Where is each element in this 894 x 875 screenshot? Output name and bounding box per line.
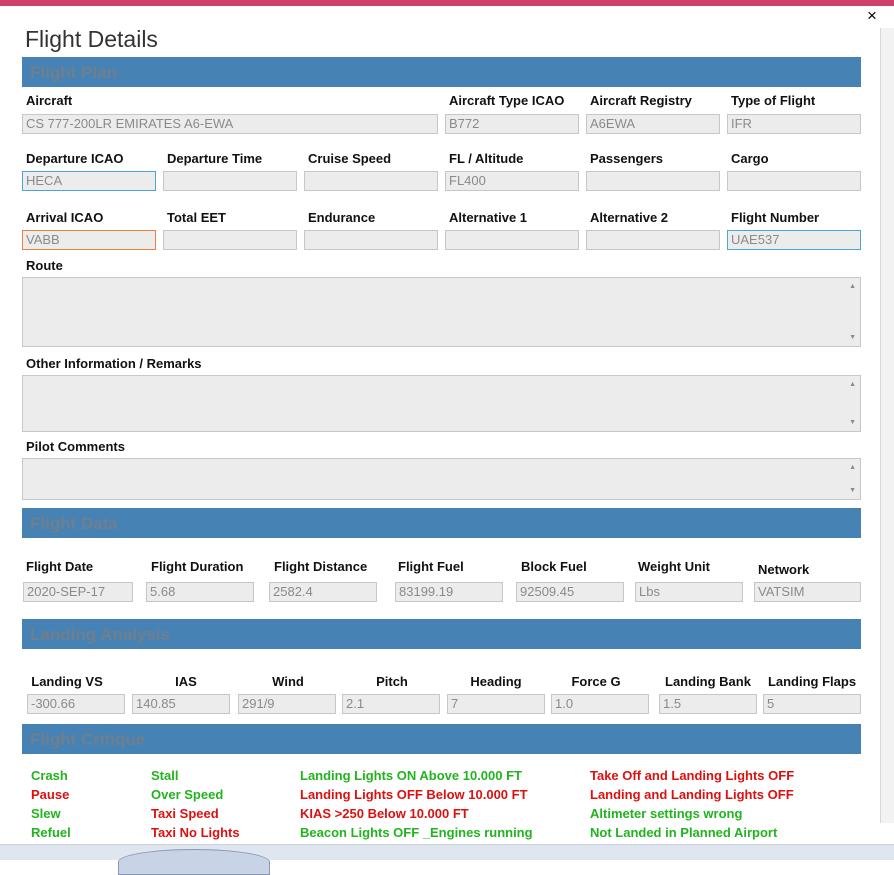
alternative-1-label: Alternative 1	[449, 210, 528, 225]
network-label: Network	[758, 562, 810, 577]
remarks-scrollbar[interactable]	[844, 376, 860, 431]
alternative-2-label: Alternative 2	[590, 210, 669, 225]
force-g-input[interactable]: 1.0	[551, 694, 649, 714]
scroll-down-icon[interactable]: ▼	[849, 334, 856, 341]
scroll-up-icon[interactable]: ▲	[849, 381, 856, 388]
heading-label: Heading	[470, 674, 522, 689]
departure-time-input[interactable]	[163, 171, 297, 191]
flight-distance-input[interactable]: 2582.4	[269, 582, 377, 602]
block-fuel-label: Block Fuel	[521, 559, 587, 574]
wind-input[interactable]: 291/9	[238, 694, 336, 714]
flight-date-label: Flight Date	[26, 559, 94, 574]
critique-over-speed: Over Speed	[151, 787, 224, 802]
cargo-label: Cargo	[731, 151, 769, 166]
arrival-icao-input[interactable]: VABB	[22, 230, 156, 250]
flight-date-input[interactable]: 2020-SEP-17	[23, 582, 133, 602]
aircraft-registry-input[interactable]: A6EWA	[586, 114, 720, 134]
section-header-landing-analysis: Landing Analysis	[22, 619, 861, 649]
flight-duration-label: Flight Duration	[151, 559, 244, 574]
aircraft-registry-label: Aircraft Registry	[590, 93, 692, 108]
heading-input[interactable]: 7	[447, 694, 545, 714]
departure-icao-label: Departure ICAO	[26, 151, 124, 166]
total-eet-input[interactable]	[163, 230, 297, 250]
taskbar-strip	[0, 844, 894, 860]
route-textarea[interactable]	[22, 277, 861, 347]
landing-flaps-label: Landing Flaps	[767, 674, 857, 689]
aircraft-type-icao-label: Aircraft Type ICAO	[449, 93, 565, 108]
pitch-input[interactable]: 2.1	[342, 694, 440, 714]
aircraft-type-icao-input[interactable]: B772	[445, 114, 579, 134]
departure-time-label: Departure Time	[167, 151, 263, 166]
wind-label: Wind	[272, 674, 304, 689]
section-header-flight-data: Flight Data	[22, 508, 861, 538]
section-header-flight-critique: Flight Critique	[22, 724, 861, 754]
network-input[interactable]: VATSIM	[754, 582, 861, 602]
critique-slew: Slew	[31, 806, 61, 821]
aircraft-input[interactable]: CS 777-200LR EMIRATES A6-EWA	[22, 114, 438, 134]
passengers-input[interactable]	[586, 171, 720, 191]
fl-altitude-label: FL / Altitude	[449, 151, 524, 166]
fl-altitude-input[interactable]: FL400	[445, 171, 579, 191]
flight-duration-input[interactable]: 5.68	[146, 582, 254, 602]
pitch-label: Pitch	[376, 674, 408, 689]
vertical-scrollbar[interactable]	[880, 28, 894, 823]
scroll-down-icon[interactable]: ▼	[849, 419, 856, 426]
passengers-label: Passengers	[590, 151, 663, 166]
remarks-textarea[interactable]	[22, 375, 861, 432]
landing-vs-input[interactable]: -300.66	[27, 694, 125, 714]
type-of-flight-label: Type of Flight	[731, 93, 816, 108]
ias-input[interactable]: 140.85	[132, 694, 230, 714]
critique-beacon-lights-off: Beacon Lights OFF _Engines running	[300, 825, 533, 840]
critique-pause: Pause	[31, 787, 70, 802]
section-header-flight-plan: Flight Plan	[22, 57, 861, 87]
cruise-speed-label: Cruise Speed	[308, 151, 392, 166]
scroll-up-icon[interactable]: ▲	[849, 283, 856, 290]
critique-taxi-no-lights: Taxi No Lights	[151, 825, 240, 840]
landing-bank-input[interactable]: 1.5	[659, 694, 757, 714]
flight-distance-label: Flight Distance	[274, 559, 368, 574]
cargo-input[interactable]	[727, 171, 861, 191]
total-eet-label: Total EET	[167, 210, 226, 225]
departure-icao-input[interactable]: HECA	[22, 171, 156, 191]
dialog-title: Flight Details	[25, 26, 158, 52]
critique-taxi-speed: Taxi Speed	[151, 806, 219, 821]
pilot-comments-textarea[interactable]	[22, 458, 861, 500]
critique-landing-and-landing-lights-off: Landing and Landing Lights OFF	[590, 787, 794, 802]
critique-landing-lights-off-below: Landing Lights OFF Below 10.000 FT	[300, 787, 528, 802]
critique-landing-lights-on-above: Landing Lights ON Above 10.000 FT	[300, 768, 522, 783]
route-scrollbar[interactable]	[844, 278, 860, 346]
block-fuel-input[interactable]: 92509.45	[516, 582, 624, 602]
close-icon[interactable]: ×	[867, 6, 877, 25]
ias-label: IAS	[175, 674, 197, 689]
landing-vs-label: Landing VS	[31, 674, 103, 689]
type-of-flight-input[interactable]: IFR	[727, 114, 861, 134]
aircraft-label: Aircraft	[26, 93, 73, 108]
taskbar-graphic	[118, 849, 270, 875]
scroll-up-icon[interactable]: ▲	[849, 464, 856, 471]
pilot-comments-scrollbar[interactable]	[844, 459, 860, 499]
force-g-label: Force G	[571, 674, 621, 689]
weight-unit-label: Weight Unit	[638, 559, 710, 574]
window-top-strip	[0, 0, 894, 6]
landing-flaps-input[interactable]: 5	[763, 694, 861, 714]
cruise-speed-input[interactable]	[304, 171, 438, 191]
alternative-2-input[interactable]	[586, 230, 720, 250]
remarks-label: Other Information / Remarks	[26, 356, 202, 371]
landing-bank-label: Landing Bank	[665, 674, 751, 689]
critique-refuel: Refuel	[31, 825, 71, 840]
alternative-1-input[interactable]	[445, 230, 579, 250]
flight-fuel-label: Flight Fuel	[398, 559, 464, 574]
flight-number-label: Flight Number	[731, 210, 820, 225]
route-label: Route	[26, 258, 63, 273]
critique-takeoff-landing-lights-off: Take Off and Landing Lights OFF	[590, 768, 795, 783]
critique-crash: Crash	[31, 768, 68, 783]
critique-kias-over-250: KIAS >250 Below 10.000 FT	[300, 806, 469, 821]
endurance-input[interactable]	[304, 230, 438, 250]
scroll-down-icon[interactable]: ▼	[849, 487, 856, 494]
critique-not-landed-planned: Not Landed in Planned Airport	[590, 825, 778, 840]
weight-unit-input[interactable]: Lbs	[635, 582, 743, 602]
flight-fuel-input[interactable]: 83199.19	[395, 582, 503, 602]
endurance-label: Endurance	[308, 210, 376, 225]
flight-number-input[interactable]: UAE537	[727, 230, 861, 250]
critique-altimeter-wrong: Altimeter settings wrong	[590, 806, 743, 821]
arrival-icao-label: Arrival ICAO	[26, 210, 104, 225]
pilot-comments-label: Pilot Comments	[26, 439, 125, 454]
critique-stall: Stall	[151, 768, 179, 783]
